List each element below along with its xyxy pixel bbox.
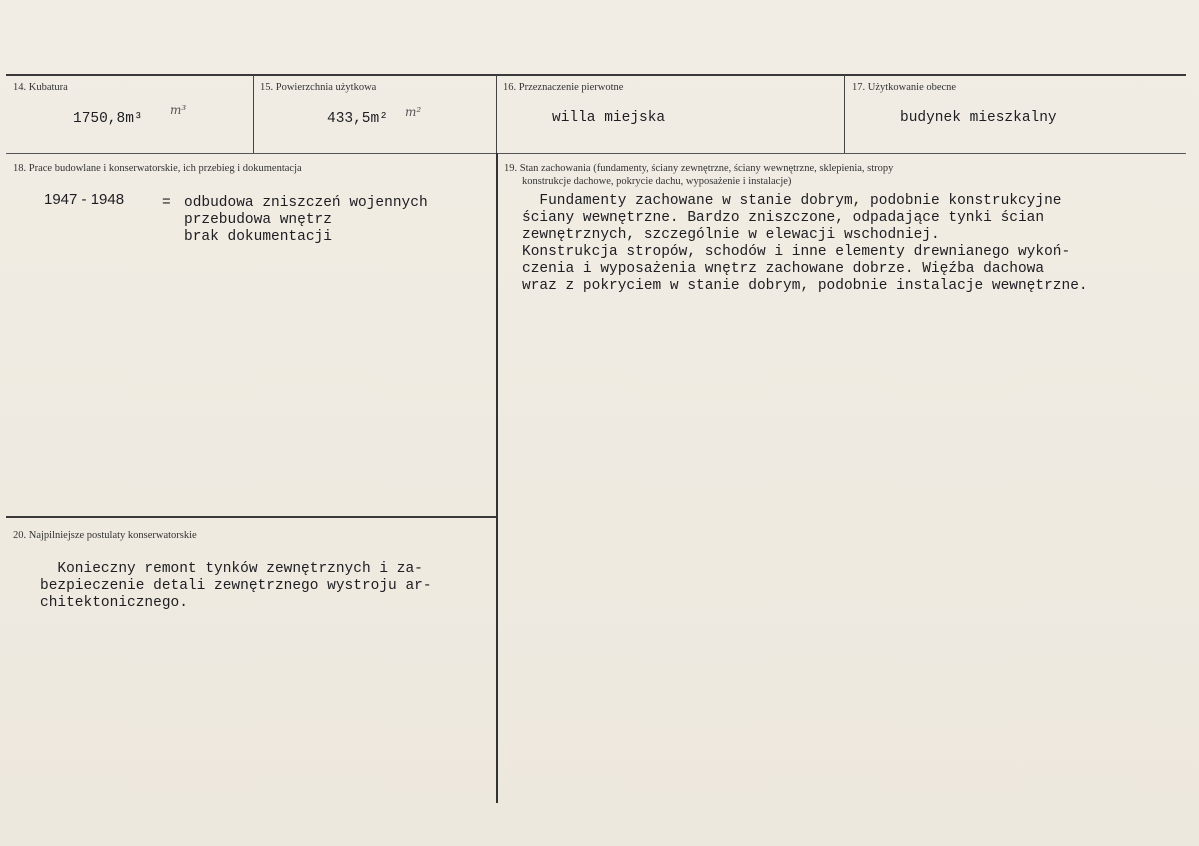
row1-divider-1 bbox=[253, 75, 254, 153]
stan-line-6: wraz z pokryciem w stanie dobrym, podobnie instalacje wewnętrzne. bbox=[522, 278, 1088, 294]
prace-label: 18. Prace budowlane i konserwatorskie, ich przebieg i dokumentacja bbox=[13, 163, 302, 174]
uzytkowanie-label: 17. Użytkowanie obecne bbox=[852, 82, 957, 93]
przeznaczenie-label: 16. Przeznaczenie pierwotne bbox=[503, 82, 624, 93]
prace-line-3: brak dokumentacji bbox=[184, 229, 332, 245]
postulaty-line-3: chitektonicznego. bbox=[40, 595, 188, 611]
powierzchnia-label: 15. Powierzchnia użytkowa bbox=[260, 82, 377, 93]
uzytkowanie-value: budynek mieszkalny bbox=[900, 110, 1057, 126]
stan-line-1: Fundamenty zachowane w stanie dobrym, podobnie konstrukcyjne bbox=[522, 193, 1062, 209]
kubatura-handwritten-unit: m³ bbox=[170, 103, 187, 117]
stan-label-line-2: konstrukcje dachowe, pokrycie dachu, wyposażenie i instalacje) bbox=[522, 176, 792, 187]
stan-line-4: Konstrukcja stropów, schodów i inne elementy drewnianego wykoń- bbox=[522, 244, 1071, 260]
prace-line-1: odbudowa zniszczeń wojennych bbox=[184, 195, 428, 211]
kubatura-label: 14. Kubatura bbox=[13, 82, 68, 93]
prace-equals: = bbox=[162, 195, 171, 211]
kubatura-value: 1750,8m³ bbox=[73, 111, 143, 127]
row1-divider-3 bbox=[844, 75, 845, 153]
przeznaczenie-value: willa miejska bbox=[552, 110, 666, 126]
section20-top-rule bbox=[6, 516, 496, 518]
postulaty-line-2: bezpieczenie detali zewnętrznego wystroju ar- bbox=[40, 578, 432, 594]
prace-years: 1947 - 1948 bbox=[44, 191, 125, 208]
main-divider bbox=[496, 153, 498, 803]
stan-line-2: ściany wewnętrzne. Bardzo zniszczone, odpadające tynki ścian bbox=[522, 210, 1045, 226]
row1-bottom-rule bbox=[6, 153, 1186, 154]
top-rule bbox=[6, 74, 1186, 76]
powierzchnia-handwritten-unit: m² bbox=[405, 105, 422, 119]
stan-line-5: czenia i wyposażenia wnętrz zachowane dobrze. Więźba dachowa bbox=[522, 261, 1045, 277]
row1-divider-2 bbox=[496, 75, 497, 153]
prace-line-2: przebudowa wnętrz bbox=[184, 212, 332, 228]
powierzchnia-value: 433,5m² bbox=[327, 111, 388, 127]
stan-line-3: zewnętrznych, szczególnie w elewacji wschodniej. bbox=[522, 227, 940, 243]
stan-label-line-1: 19. Stan zachowania (fundamenty, ściany zewnętrzne, ściany wewnętrzne, sklepienia, stropy bbox=[504, 163, 894, 174]
postulaty-line-1: Konieczny remont tynków zewnętrznych i za- bbox=[40, 561, 423, 577]
postulaty-label: 20. Najpilniejsze postulaty konserwatorskie bbox=[13, 530, 197, 541]
